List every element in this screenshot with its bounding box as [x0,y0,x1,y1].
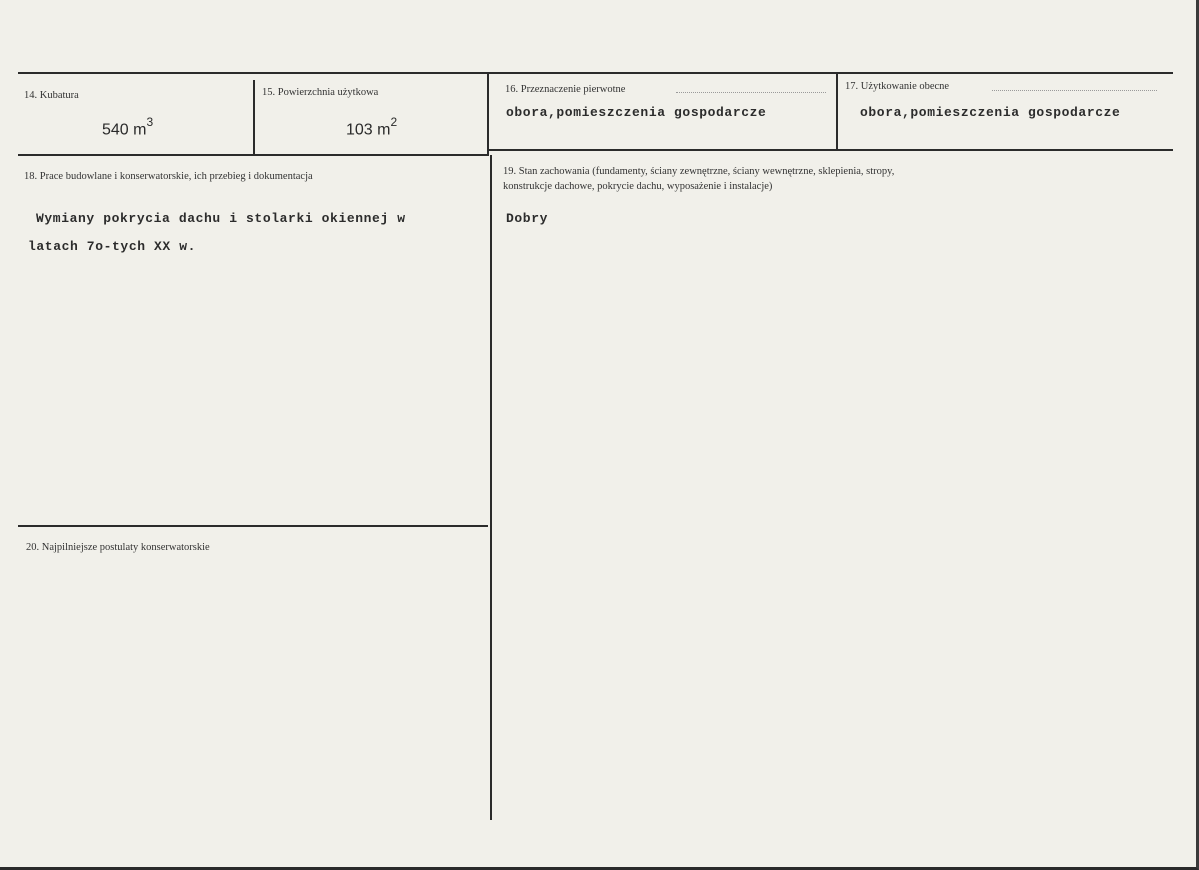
powierzchnia-exponent: 2 [390,115,398,129]
powierzchnia-number: 103 [346,121,373,139]
uzytkowanie-label: 17. Użytkowanie obecne [845,81,950,92]
divider-16-17 [836,74,838,150]
kubatura-label: 14. Kubatura [24,90,79,101]
kubatura-unit: m [133,121,147,139]
przeznaczenie-dotted-line [676,92,826,93]
kubatura-number: 540 [102,121,129,139]
powierzchnia-label: 15. Powierzchnia użytkowa [262,87,379,98]
przeznaczenie-value: obora,pomieszczenia gospodarcze [506,105,767,120]
prace-label: 18. Prace budowlane i konserwatorskie, ich przebieg i dokumentacja [24,171,313,182]
kubatura-value [102,117,153,139]
divider-14-15 [253,80,255,156]
stan-label-line-1: 19. Stan zachowania (fundamenty, ściany zewnętrzne, ściany wewnętrzne, sklepienia, stropy, [503,166,895,177]
section-20-rule [18,525,488,527]
postulaty-label: 20. Najpilniejsze postulaty konserwatorskie [26,542,210,553]
divider-15-16 [487,74,489,156]
powierzchnia-value [346,117,397,139]
uzytkowanie-dotted-line [992,90,1157,91]
uzytkowanie-value: obora,pomieszczenia gospodarcze [860,105,1121,120]
main-column-divider [490,155,492,820]
top-rule [18,72,1173,74]
przeznaczenie-label: 16. Przeznaczenie pierwotne [505,84,626,95]
second-rule-right [488,149,1173,151]
prace-line-2: latach 7o-tych XX w. [28,239,197,254]
stan-value: Dobry [506,211,549,226]
powierzchnia-unit: m [377,121,391,139]
stan-label-line-2: konstrukcje dachowe, pokrycie dachu, wyposażenie i instalacje) [503,181,773,192]
prace-line-1: Wymiany pokrycia dachu i stolarki okiennej w [36,211,406,226]
kubatura-exponent: 3 [146,115,154,129]
